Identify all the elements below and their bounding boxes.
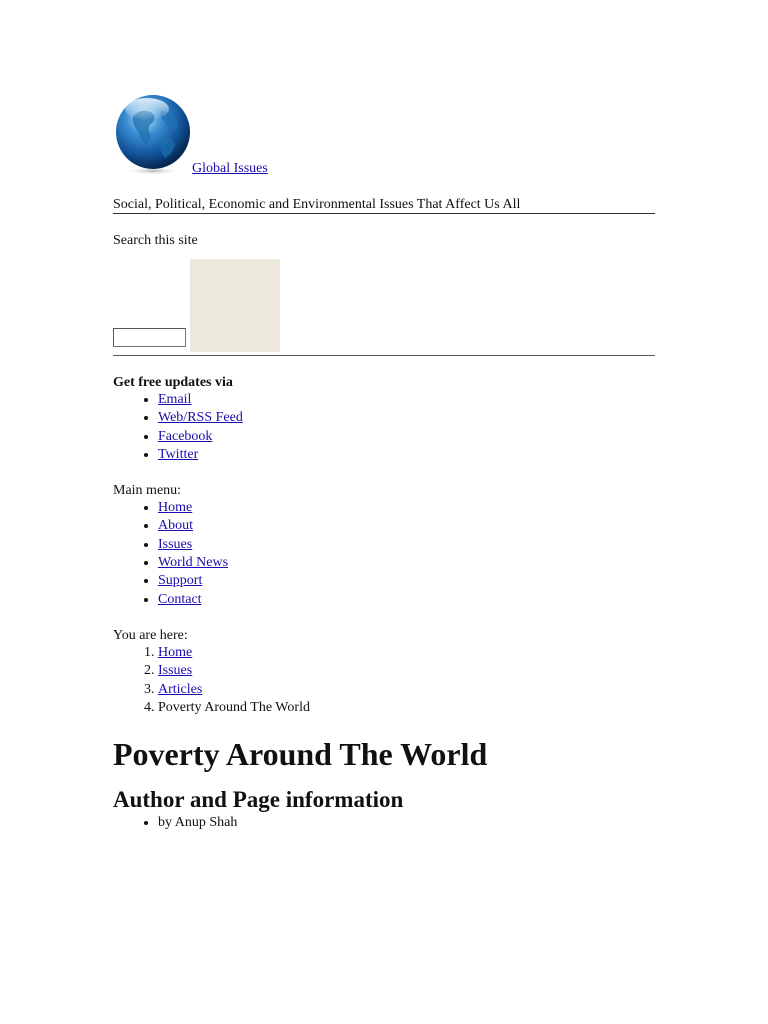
breadcrumb-item xyxy=(158,681,655,699)
menu-item-about[interactable]: About xyxy=(158,518,193,534)
breadcrumb-current: Poverty Around The World xyxy=(158,699,310,715)
list-item xyxy=(158,572,655,590)
list-item xyxy=(158,446,655,464)
site-title-link[interactable]: Global Issues xyxy=(192,161,268,176)
list-item xyxy=(158,409,655,427)
masthead xyxy=(113,92,655,180)
menu-item-world-news[interactable]: World News xyxy=(158,555,229,571)
breadcrumb-item xyxy=(158,662,655,680)
rss-feed-link[interactable]: Web/RSS Feed xyxy=(158,410,243,426)
globe-logo-icon[interactable] xyxy=(113,92,193,176)
list-item xyxy=(158,391,655,409)
list-item xyxy=(158,428,655,446)
menu-item-support[interactable]: Support xyxy=(158,573,203,589)
search-input[interactable] xyxy=(113,328,186,347)
menu-item-contact[interactable]: Contact xyxy=(158,591,202,607)
author-list xyxy=(113,814,655,832)
breadcrumb-home-link[interactable]: Home xyxy=(158,644,193,660)
breadcrumb-item xyxy=(158,644,655,662)
breadcrumb-label: You are here: xyxy=(113,627,188,643)
breadcrumb xyxy=(113,644,655,717)
list-item xyxy=(158,536,655,554)
list-item xyxy=(158,591,655,609)
facebook-link[interactable]: Facebook xyxy=(158,428,213,444)
breadcrumb-item xyxy=(158,699,655,717)
globe-icon xyxy=(113,92,193,176)
search-form xyxy=(113,259,655,356)
main-menu xyxy=(113,499,655,609)
list-item xyxy=(158,814,655,832)
list-item xyxy=(158,517,655,535)
author-byline: by Anup Shah xyxy=(158,815,238,831)
list-item xyxy=(158,499,655,517)
search-button[interactable] xyxy=(190,259,280,352)
page xyxy=(113,92,655,832)
author-info-heading: Author and Page information xyxy=(113,787,404,813)
page-title: Poverty Around The World xyxy=(113,736,488,773)
breadcrumb-articles-link[interactable]: Articles xyxy=(158,681,203,697)
menu-item-home[interactable]: Home xyxy=(158,500,193,516)
twitter-link[interactable]: Twitter xyxy=(158,446,199,462)
updates-heading: Get free updates via xyxy=(113,375,233,390)
search-label: Search this site xyxy=(113,233,198,248)
site-tagline: Social, Political, Economic and Environmental Issues That Affect Us All xyxy=(113,196,655,214)
updates-list xyxy=(113,391,655,464)
breadcrumb-issues-link[interactable]: Issues xyxy=(158,663,193,679)
main-menu-label: Main menu: xyxy=(113,483,182,499)
menu-item-issues[interactable]: Issues xyxy=(158,536,193,552)
list-item xyxy=(158,554,655,572)
email-link[interactable]: Email xyxy=(158,392,192,407)
